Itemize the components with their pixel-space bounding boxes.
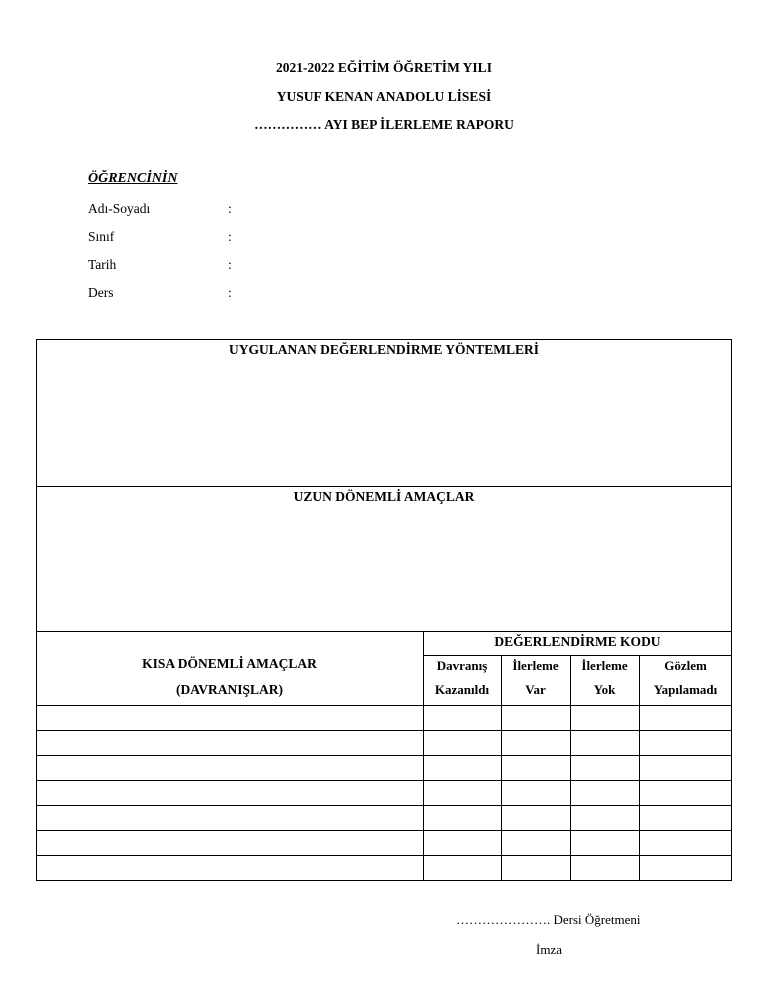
- table-row-line: [36, 730, 732, 731]
- student-section-title: ÖĞRENCİNİN: [88, 171, 178, 186]
- field-label-class: Sınıf: [88, 229, 115, 244]
- header-report-title: …………… AYI BEP İLERLEME RAPORU: [254, 117, 514, 132]
- table-line-code: [423, 655, 732, 656]
- table-row-line: [36, 855, 732, 856]
- methods-box: [36, 339, 732, 487]
- col-observation-line1: Gözlem: [664, 658, 707, 673]
- field-colon-name: :: [228, 201, 232, 216]
- table-row-line: [36, 830, 732, 831]
- col-progress-line2: Var: [525, 682, 546, 697]
- short-term-subtitle: (DAVRANIŞLAR): [175, 682, 283, 697]
- col-observation-line2: Yapılamadı: [653, 682, 718, 697]
- col-behavior-line1: Davranış: [436, 658, 488, 673]
- header-school: YUSUF KENAN ANADOLU LİSESİ: [276, 89, 492, 104]
- table-row-line: [36, 780, 732, 781]
- field-label-name: Adı-Soyadı: [88, 201, 151, 216]
- table-row-line: [36, 755, 732, 756]
- header-year: 2021-2022 EĞİTİM ÖĞRETİM YILI: [276, 60, 492, 75]
- field-colon-class: :: [228, 229, 232, 244]
- col-noprogress-line1: İlerleme: [581, 658, 628, 673]
- field-colon-date: :: [228, 257, 232, 272]
- methods-title: UYGULANAN DEĞERLENDİRME YÖNTEMLERİ: [228, 342, 540, 357]
- col-behavior-line2: Kazanıldı: [434, 682, 490, 697]
- field-label-date: Tarih: [88, 257, 117, 272]
- long-term-box: [36, 486, 732, 632]
- teacher-signature-line: …………………. Dersi Öğretmeni: [456, 912, 641, 927]
- table-row-line: [36, 705, 732, 706]
- col-progress-line1: İlerleme: [512, 658, 559, 673]
- col-noprogress-line2: Yok: [593, 682, 616, 697]
- short-term-title: KISA DÖNEMLİ AMAÇLAR: [142, 656, 317, 671]
- table-row-line: [36, 805, 732, 806]
- signature-label: İmza: [536, 942, 562, 957]
- field-label-course: Ders: [88, 285, 114, 300]
- field-colon-course: :: [228, 285, 232, 300]
- long-term-title: UZUN DÖNEMLİ AMAÇLAR: [293, 489, 475, 504]
- eval-code-title: DEĞERLENDİRME KODU: [494, 634, 661, 649]
